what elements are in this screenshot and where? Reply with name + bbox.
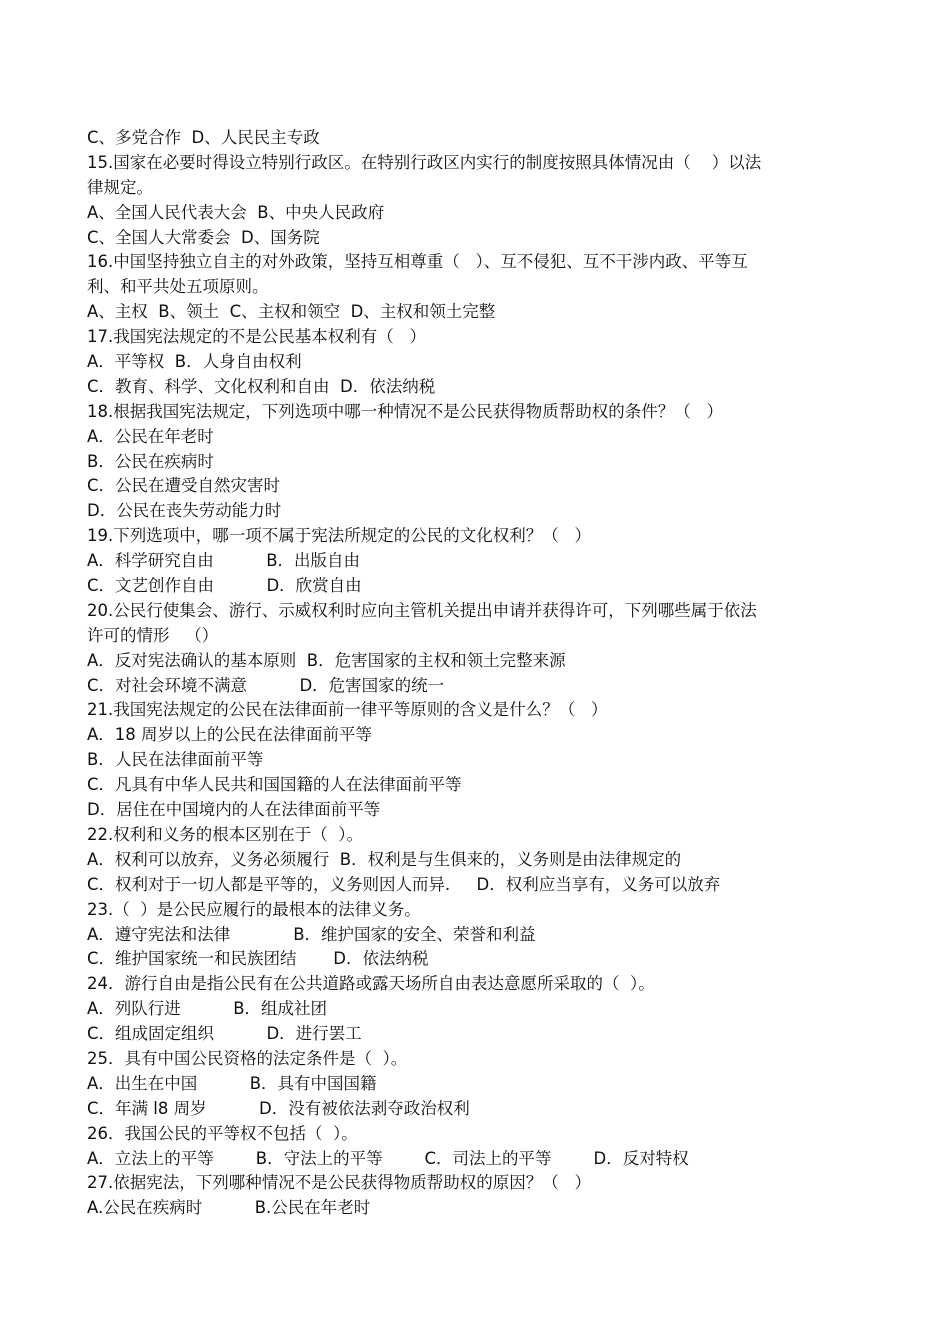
- question-18: 18.根据我国宪法规定，下列选项中哪一种情况不是公民获得物质帮助权的条件？（ ）: [87, 401, 723, 421]
- option-a: A．公民在年老时: [87, 426, 214, 446]
- options-line: A．权利可以放弃，义务必须履行 B．权利是与生俱来的，义务则是由法律规定的: [87, 849, 682, 869]
- options-line: A．出生在中国 B．具有中国国籍: [87, 1073, 377, 1093]
- text-line: 许可的情形 （）: [87, 625, 219, 645]
- option-d: D．公民在丧失劳动能力时: [87, 501, 282, 521]
- options-line: A．平等权 B．人身自由权利: [87, 352, 302, 372]
- question-27: 27.依据宪法，下列哪种情况不是公民获得物质帮助权的原因？（ ）: [87, 1173, 591, 1193]
- options-line: C．年满 l8 周岁 D．没有被依法剥夺政治权利: [87, 1098, 470, 1118]
- text-line: C、多党合作 D、人民民主专政: [87, 128, 320, 147]
- question-26: 26．我国公民的平等权不包括（ ）。: [87, 1123, 358, 1143]
- options-line: C．组成固定组织 D．进行罢工: [87, 1024, 362, 1044]
- question-24: 24．游行自由是指公民有在公共道路或露天场所自由表达意愿所采取的（ ）。: [87, 974, 655, 994]
- text-line: 利、和平共处五项原则。: [87, 277, 269, 297]
- question-23: 23.（ ）是公民应履行的最根本的法律义务。: [87, 899, 421, 919]
- question-20: 20.公民行使集会、游行、示威权利时应向主管机关提出申请并获得许可，下列哪些属于依法: [87, 600, 757, 620]
- option-b: B．公民在疾病时: [87, 451, 214, 471]
- question-19: 19.下列选项中，哪一项不属于宪法所规定的公民的文化权利？（ ）: [87, 526, 591, 546]
- options-line: C．文艺创作自由 D．欣赏自由: [87, 576, 362, 596]
- options-line: C．维护国家统一和民族团结 D．依法纳税: [87, 949, 429, 969]
- question-16: 16.中国坚持独立自主的对外政策，坚持互相尊重（ ）、互不侵犯、互不干涉内政、平等互: [87, 252, 748, 272]
- options-line: A．列队行进 B．组成社团: [87, 999, 328, 1019]
- option-b: B．人民在法律面前平等: [87, 750, 264, 770]
- options-line: A．遵守宪法和法律 B．维护国家的安全、荣誉和利益: [87, 924, 536, 944]
- options-line: C．对社会环境不满意 D．危害国家的统一: [87, 675, 445, 695]
- question-15: 15.国家在必要时得设立特别行政区。在特别行政区内实行的制度按照具体情况由（ ）以法: [87, 152, 762, 172]
- options-line: A.公民在疾病时 B.公民在年老时: [87, 1198, 371, 1218]
- options-line: A．反对宪法确认的基本原则 B．危害国家的主权和领土完整来源: [87, 650, 566, 670]
- option-d: D．居住在中国境内的人在法律面前平等: [87, 800, 381, 820]
- options-line: C．教育、科学、文化权利和自由 D．依法纳税: [87, 376, 436, 396]
- options-line: C．权利对于一切人都是平等的，义务则因人而异. D．权利应当享有，义务可以放弃: [87, 874, 721, 894]
- text-line: 律规定。: [87, 177, 153, 197]
- question-17: 17.我国宪法规定的不是公民基本权利有（ ）: [87, 327, 426, 347]
- question-22: 22.权利和义务的根本区别在于（ ）。: [87, 824, 363, 844]
- options-line: A．科学研究自由 B．出版自由: [87, 551, 361, 571]
- question-21: 21.我国宪法规定的公民在法律面前一律平等原则的含义是什么？（ ）: [87, 700, 608, 720]
- options-line: A、主权 B、领土 C、主权和领空 D、主权和领土完整: [87, 302, 496, 322]
- option-c: C．凡具有中华人民共和国国籍的人在法律面前平等: [87, 775, 462, 795]
- options-line: A．立法上的平等 B．守法上的平等 C．司法上的平等 D．反对特权: [87, 1148, 689, 1168]
- options-line: A、全国人民代表大会 B、中央人民政府: [87, 202, 385, 222]
- question-25: 25．具有中国公民资格的法定条件是（ ）。: [87, 1048, 408, 1068]
- option-c: C．公民在遭受自然灾害时: [87, 476, 281, 496]
- document-page: [87, 126, 867, 1221]
- option-a: A．18 周岁以上的公民在法律面前平等: [87, 725, 373, 745]
- options-line: C、全国人大常委会 D、国务院: [87, 227, 320, 247]
